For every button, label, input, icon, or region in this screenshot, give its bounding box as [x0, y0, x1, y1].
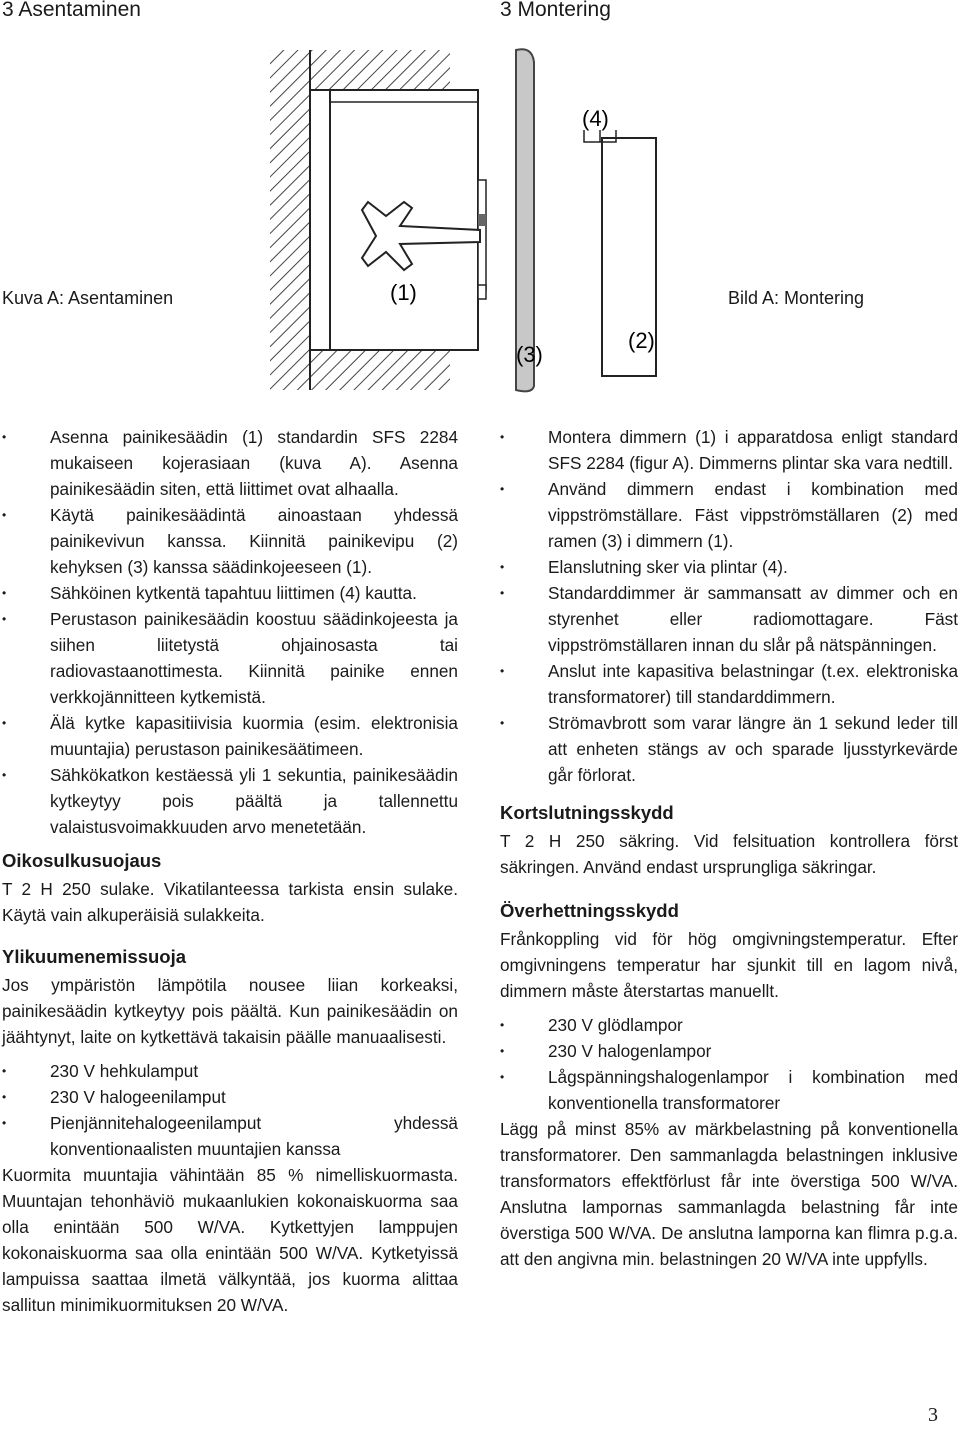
list-item: • Strömavbrott som varar längre än 1 sekund leder till att enheten stängs av och sparade ljusstyrkevärde går förlorat.: [500, 710, 958, 788]
list-item: • 230 V halogeenilamput: [2, 1084, 458, 1110]
instructions-list-fi: [2, 424, 458, 840]
list-item: • Käytä painikesäädintä ainoastaan yhdessä painikevivun kanssa. Kiinnitä painikevipu (2) kehyksen (3) kanssa säädinkojeeseen (1).: [2, 502, 458, 580]
short-circuit-title-fi: Oikosulkusuojaus: [2, 850, 162, 871]
column-sv: [500, 424, 958, 1272]
caption-fi: Kuva A: Asentaminen: [2, 288, 174, 308]
list-item: • Älä kytke kapasitiivisia kuormia (esim. elektronisia muuntajia) perustason painikesäätimeen.: [2, 710, 458, 762]
short-circuit-text-sv: T 2 H 250 säkring. Vid felsituation kontrollera först säkringen. Använd endast ursprungliga säkringar.: [500, 831, 958, 877]
load-text-sv: Lägg på minst 85% av märkbelastning på konventionella transformatorer. Den sammanlagda belastningen inklusive transformators effektförlust får inte överstiga 500 W/VA. Anslutna lampornas sammanlagda belastning får inte överstiga 500 W/VA. De anslutna lamporna kan flimra p.g.a. att den angivna min. belastningen 20 W/VA inte uppfylls.: [500, 1119, 958, 1269]
list-item: • Standarddimmer är sammansatt av dimmer och en styrenhet eller radiomottagare. Fäst vippströmställaren innan du slår på nätspänningen.: [500, 580, 958, 658]
mounting-diagram: [190, 30, 710, 400]
list-item: • 230 V hehkulamput: [2, 1058, 458, 1084]
list-item: • Använd dimmern endast i kombination med vippströmställare. Fäst vippströmställaren (2) med ramen (3) i dimmern (1).: [500, 476, 958, 554]
list-item: • Montera dimmern (1) i apparatdosa enligt standard SFS 2284 (figur A). Dimmerns plintar ska vara nedtill.: [500, 424, 958, 476]
short-circuit-text-fi: T 2 H 250 sulake. Vikatilanteessa tarkista ensin sulake. Käytä vain alkuperäisiä sulakkeita.: [2, 879, 458, 925]
instructions-list-sv: [500, 424, 958, 788]
frame-3: [516, 49, 534, 391]
lamp-list-sv: [500, 1012, 958, 1116]
list-item: • Sähköinen kytkentä tapahtuu liittimen (4) kautta.: [2, 580, 458, 606]
list-item: • Lågspänningshalogenlampor i kombination med konventionella transformatorer: [500, 1064, 958, 1116]
list-item: • Asenna painikesäädin (1) standardin SFS 2284 mukaiseen kojerasiaan (kuva A). Asenna painikesäädin siten, että liittimet ovat alhaalla.: [2, 424, 458, 502]
short-circuit-title-sv: Kortslutningsskydd: [500, 802, 674, 823]
list-item: • Anslut inte kapasitiva belastningar (t.ex. elektroniska transformatorer) till standarddimmern.: [500, 658, 958, 710]
overheat-title-sv: Överhettningsskydd: [500, 900, 679, 921]
list-item: • Pienjännitehalogeenilamput yhdessä konventionaalisten muuntajien kanssa: [2, 1110, 458, 1162]
dimmer-body: [330, 90, 486, 350]
label-3: (3): [516, 342, 543, 367]
heading-sv: 3 Montering: [500, 0, 611, 21]
list-item: • Elanslutning sker via plintar (4).: [500, 554, 958, 580]
overheat-text-fi: Jos ympäristön lämpötila nousee liian korkeaksi, painikesäädin kytkeytyy pois päältä. Kun painikesäädin on jäähtynyt, laite on kytkettävä takaisin päälle manuaalisesti.: [2, 975, 458, 1047]
lamp-list-fi: [2, 1058, 458, 1162]
list-item: • Sähkökatkon kestäessä yli 1 sekuntia, painikesäädin kytkeytyy pois päältä ja tallennettu valaistusvoimakkuuden arvo menetetään.: [2, 762, 458, 840]
list-item: • 230 V glödlampor: [500, 1012, 958, 1038]
caption-sv: Bild A: Montering: [728, 288, 865, 308]
page-number: 3: [928, 1404, 938, 1426]
label-2: (2): [628, 328, 655, 353]
overheat-text-sv: Frånkoppling vid för hög omgivningstemperatur. Efter omgivningens temperatur har sjunkit till en lagom nivå, dimmern måste återstartas manuellt.: [500, 929, 958, 1001]
load-text-fi: Kuormita muuntajia vähintään 85 % nimelliskuormasta. Muuntajan tehonhäviö mukaanlukien kokonaiskuorma saa olla enintään 500 W/VA. Kytkettyjen lamppujen kokonaiskuorma saa olla enintään 500 W/VA. Kytketyissä lampuissa saattaa ilmetä välkyntää, jos kuorma alittaa sallitun minimikuormituksen 20 W/VA.: [2, 1165, 458, 1315]
list-item: • Perustason painikesäädin koostuu säädinkojeesta ja siihen liitetystä ohjainosasta tai radiovastaanottimesta. Kiinnitä painike ennen verkkojännitteen kytkemistä.: [2, 606, 458, 710]
list-item: • 230 V halogenlampor: [500, 1038, 958, 1064]
column-fi: [2, 424, 458, 1318]
label-1: (1): [390, 280, 417, 305]
label-4: (4): [582, 106, 609, 131]
overheat-title-fi: Ylikuumenemissuoja: [2, 946, 187, 967]
heading-fi: 3 Asentaminen: [2, 0, 141, 21]
